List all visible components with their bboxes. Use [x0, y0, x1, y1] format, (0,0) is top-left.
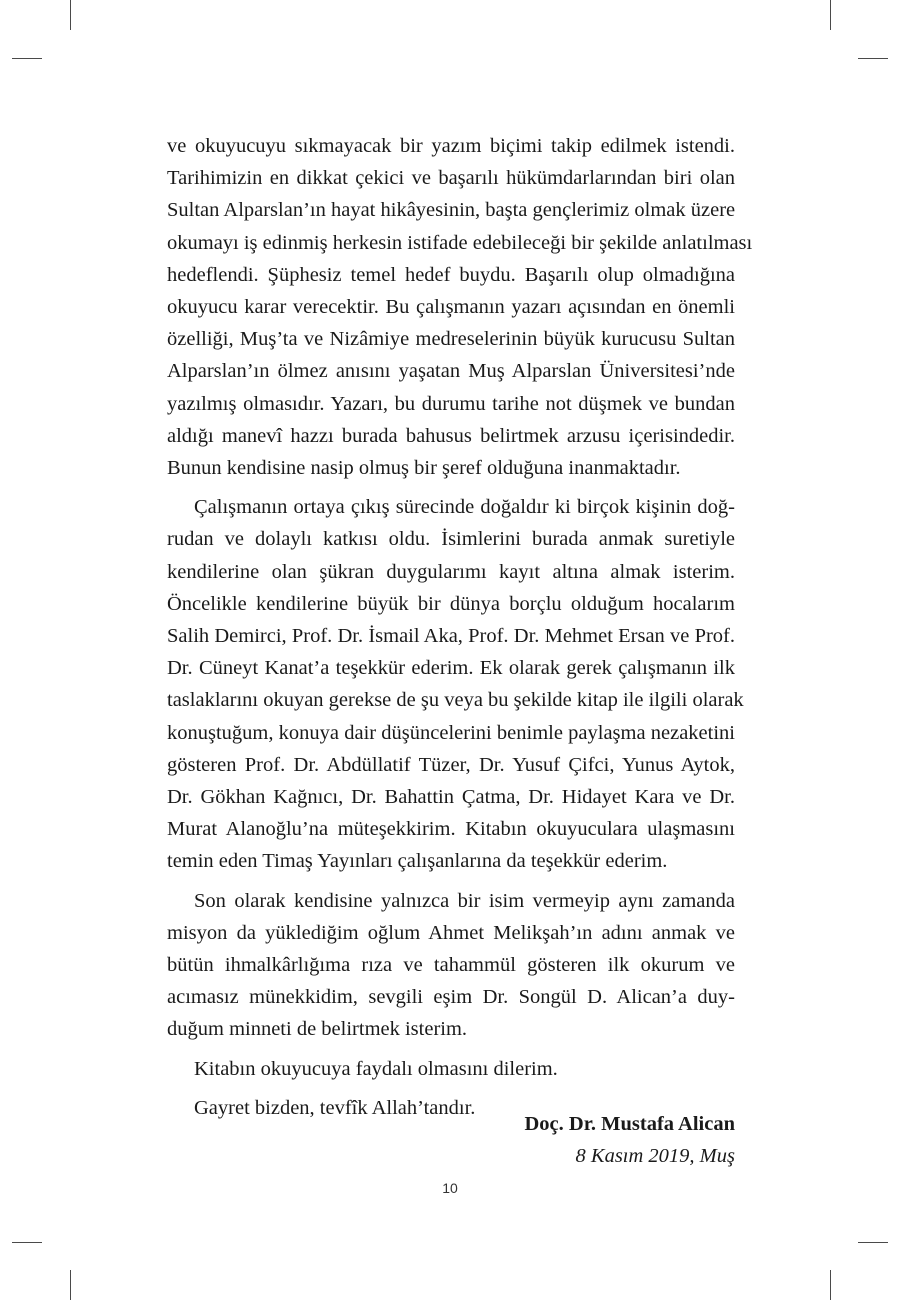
text-line: Bunun kendisine nasip olmuş bir şeref olduğuna inanmaktadır.	[167, 457, 681, 480]
text-line: Tarihimizin en dikkat çekici ve başarılı hükümdarlarından biri olan	[167, 167, 735, 190]
crop-mark-top-left-horizontal	[12, 58, 42, 59]
text-line: yazılmış olmasıdır. Yazarı, bu durumu tarihe not düşmek ve bundan	[167, 392, 735, 415]
paragraph-1	[167, 130, 753, 484]
text-line: Sultan Alparslan’ın hayat hikâyesinin, başta gençlerimiz olmak üzere	[167, 199, 736, 222]
text-line: Dr. Cüneyt Kanat’a teşekkür ederim. Ek olarak gerek çalışmanın ilk	[167, 657, 735, 680]
text-line: hedeflendi. Şüphesiz temel hedef buydu. Başarılı olup olmadığına	[167, 263, 735, 286]
crop-mark-bottom-left-vertical	[70, 1270, 71, 1300]
crop-mark-bottom-right-vertical	[830, 1270, 831, 1300]
text-line: kendilerine olan şükran duygularımı kayıt altına almak isterim.	[167, 560, 735, 583]
text-line: okuyucu karar verecektir. Bu çalışmanın yazarı açısından en önemli	[167, 296, 735, 319]
paragraph-3	[167, 885, 735, 1046]
date-place: 8 Kasım 2019, Muş	[575, 1145, 735, 1167]
text-line: okumayı iş edinmiş herkesin istifade edebileceği bir şekilde anlatılması	[167, 231, 753, 254]
text-line: Son olarak kendisine yalnızca bir isim vermeyip aynı zamanda	[194, 889, 735, 912]
text-line: Dr. Gökhan Kağnıcı, Dr. Bahattin Çatma, Dr. Hidayet Kara ve Dr.	[167, 786, 735, 809]
text-line: Murat Alanoğlu’na müteşekkirim. Kitabın okuyuculara ulaşmasını	[167, 818, 735, 841]
text-line: aldığı manevî hazzı burada bahusus belirtmek arzusu içerisindedir.	[167, 424, 735, 447]
text-line: Kitabın okuyucuya faydalı olmasını dilerim.	[194, 1057, 558, 1080]
text-line: Öncelikle kendilerine büyük bir dünya borçlu olduğum hocalarım	[167, 592, 735, 615]
text-line: Alparslan’ın ölmez anısını yaşatan Muş Alparslan Üniversitesi’nde	[167, 360, 735, 383]
crop-mark-top-right-horizontal	[858, 58, 888, 59]
page-number: 10	[442, 1180, 458, 1196]
text-line: Gayret bizden, tevfîk Allah’tandır.	[194, 1096, 476, 1119]
crop-mark-bottom-right-horizontal	[858, 1242, 888, 1243]
paragraph-2	[167, 491, 744, 877]
body-text	[167, 130, 753, 1124]
text-line: rudan ve dolaylı katkısı oldu. İsimlerini burada anmak suretiyle	[167, 528, 735, 551]
text-line: taslaklarını okuyan gerekse de şu veya bu şekilde kitap ile ilgili olarak	[167, 689, 744, 712]
author-name: Doç. Dr. Mustafa Alican	[524, 1113, 735, 1135]
text-line: ve okuyucuyu sıkmayacak bir yazım biçimi takip edilmek istendi.	[167, 135, 735, 157]
paragraph-4	[167, 1053, 735, 1085]
signature-block	[525, 1108, 736, 1172]
text-line: misyon da yüklediğim oğlum Ahmet Melikşah’ın adını anmak ve	[167, 921, 735, 944]
crop-mark-bottom-left-horizontal	[12, 1242, 42, 1243]
text-line: özelliği, Muş’ta ve Nizâmiye medreselerinin büyük kurucusu Sultan	[167, 328, 735, 351]
text-line: gösteren Prof. Dr. Abdüllatif Tüzer, Dr. Yusuf Çifci, Yunus Aytok,	[167, 753, 735, 776]
text-line: acımasız münekkidim, sevgili eşim Dr. Songül D. Alican’a duy-	[167, 986, 735, 1009]
crop-mark-top-left-vertical	[70, 0, 71, 30]
text-line: bütün ihmalkârlığıma rıza ve tahammül gösteren ilk okurum ve	[167, 954, 735, 977]
text-line: duğum minneti de belirtmek isterim.	[167, 1018, 468, 1041]
crop-mark-top-right-vertical	[830, 0, 831, 30]
text-line: temin eden Timaş Yayınları çalışanlarına da teşekkür ederim.	[167, 850, 668, 873]
text-line: konuştuğum, konuya dair düşüncelerini benimle paylaşma nezaketini	[167, 721, 735, 744]
text-line: Salih Demirci, Prof. Dr. İsmail Aka, Prof. Dr. Mehmet Ersan ve Prof.	[167, 625, 735, 648]
text-line: Çalışmanın ortaya çıkış sürecinde doğaldır ki birçok kişinin doğ-	[194, 496, 735, 519]
